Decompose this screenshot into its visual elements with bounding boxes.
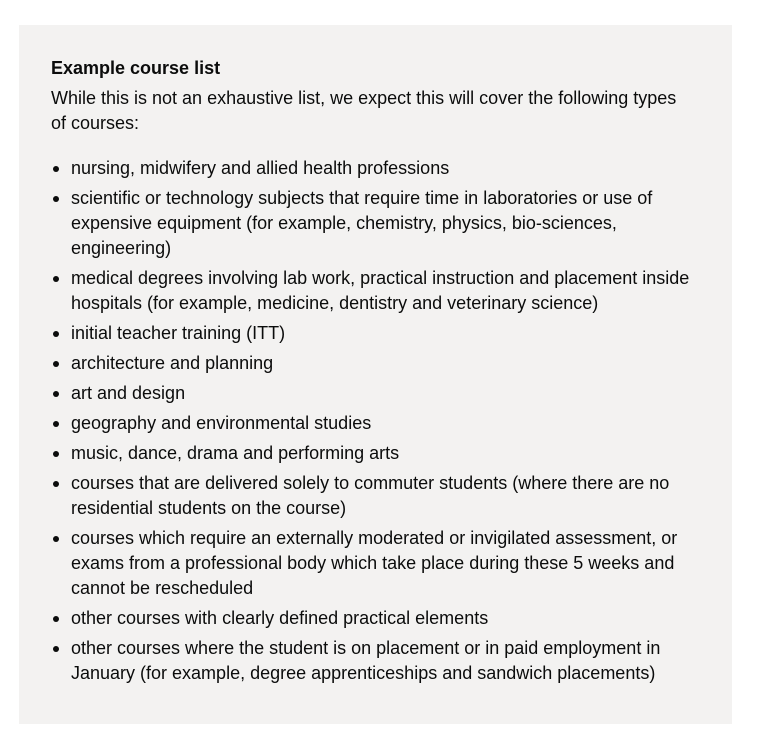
- list-item: nursing, midwifery and allied health professions: [51, 156, 696, 181]
- list-item: courses that are delivered solely to commuter students (where there are no residential students on the course): [51, 471, 696, 521]
- list-item: art and design: [51, 381, 696, 406]
- list-item: music, dance, drama and performing arts: [51, 441, 696, 466]
- list-item: medical degrees involving lab work, practical instruction and placement inside hospitals (for example, medicine, dentistry and veterinary science): [51, 266, 696, 316]
- list-item: architecture and planning: [51, 351, 696, 376]
- list-item: other courses where the student is on placement or in paid employment in January (for example, degree apprenticeships and sandwich placements): [51, 636, 696, 686]
- panel-heading: Example course list: [51, 58, 221, 78]
- panel-intro: While this is not an exhaustive list, we expect this will cover the following types of courses:: [51, 88, 677, 133]
- list-item: other courses with clearly defined practical elements: [51, 606, 696, 631]
- list-item: initial teacher training (ITT): [51, 321, 696, 346]
- course-list: [51, 156, 696, 686]
- list-item: geography and environmental studies: [51, 411, 696, 436]
- list-item: courses which require an externally moderated or invigilated assessment, or exams from a professional body which take place during these 5 weeks and cannot be rescheduled: [51, 526, 696, 601]
- list-item: scientific or technology subjects that require time in laboratories or use of expensive equipment (for example, chemistry, physics, bio-sciences, engineering): [51, 186, 696, 261]
- inset-panel: [19, 25, 732, 724]
